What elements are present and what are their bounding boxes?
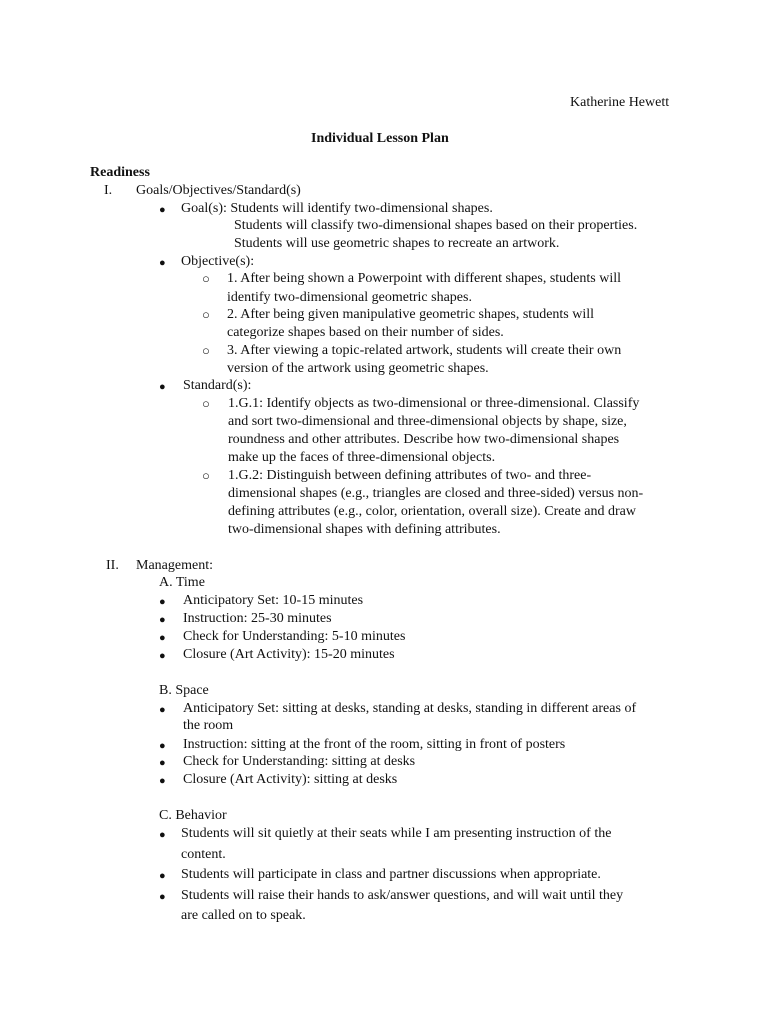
objective-line: categorize shapes based on their number of sides. (227, 325, 504, 340)
bullet-icon: ● (159, 632, 166, 644)
readiness-heading: Readiness (90, 165, 150, 180)
time-item: Check for Understanding: 5-10 minutes (183, 629, 406, 644)
bullet-icon: ● (159, 596, 166, 608)
time-item: Instruction: 25-30 minutes (183, 611, 332, 626)
hollow-bullet-icon: ○ (202, 307, 210, 322)
behavior-item: Students will raise their hands to ask/answer questions, and will wait until they (181, 888, 624, 903)
standards-heading: Standard(s): (183, 378, 252, 393)
objective-line: identify two-dimensional geometric shapes. (227, 290, 472, 305)
standard-line: 1.G.1: Identify objects as two-dimensional or three-dimensional. Classify (228, 396, 640, 411)
bullet-icon: ● (159, 204, 166, 216)
behavior-item: Students will sit quietly at their seats while I am presenting instruction of the (181, 826, 612, 841)
behavior-item: Students will participate in class and partner discussions when appropriate. (181, 867, 601, 882)
standard-line: and sort two-dimensional and three-dimensional objects by shape, size, (228, 414, 627, 429)
goal-line: Students will use geometric shapes to recreate an artwork. (234, 236, 560, 251)
objective-line: 1. After being shown a Powerpoint with different shapes, students will (227, 271, 622, 286)
space-subheading: B. Space (159, 683, 209, 698)
standard-line: defining attributes (e.g., color, orientation, overall size). Create and draw (228, 504, 637, 519)
behavior-subheading: C. Behavior (159, 808, 227, 823)
bullet-icon: ● (159, 891, 166, 903)
goals-objectives-heading: Goals/Objectives/Standard(s) (136, 183, 301, 198)
bullet-icon: ● (159, 704, 166, 716)
bullet-icon: ● (159, 740, 166, 752)
space-item: Instruction: sitting at the front of the room, sitting in front of posters (183, 737, 566, 752)
bullet-icon: ● (159, 381, 166, 393)
space-item: the room (183, 718, 234, 733)
standard-line: 1.G.2: Distinguish between defining attributes of two- and three- (228, 468, 592, 483)
goal-line: Goal(s): Students will identify two-dimensional shapes. (181, 201, 493, 216)
time-subheading: A. Time (159, 575, 205, 590)
standard-line: dimensional shapes (e.g., triangles are closed and three-sided) versus non- (228, 486, 644, 501)
bullet-icon: ● (159, 775, 166, 787)
management-heading: Management: (136, 558, 213, 573)
bullet-icon: ● (159, 650, 166, 662)
space-item: Check for Understanding: sitting at desks (183, 754, 416, 769)
behavior-item: are called on to speak. (181, 908, 306, 923)
objective-line: 2. After being given manipulative geometric shapes, students will (227, 307, 595, 322)
section-numeral-1: I. (104, 183, 113, 198)
author-name: Katherine Hewett (570, 95, 670, 110)
hollow-bullet-icon: ○ (202, 396, 210, 411)
standard-line: two-dimensional shapes with defining attributes. (228, 522, 501, 537)
page-title: Individual Lesson Plan (311, 131, 449, 146)
bullet-icon: ● (159, 257, 166, 269)
behavior-item: content. (181, 847, 226, 862)
hollow-bullet-icon: ○ (202, 343, 210, 358)
hollow-bullet-icon: ○ (202, 468, 210, 483)
bullet-icon: ● (159, 870, 166, 882)
bullet-icon: ● (159, 757, 166, 769)
objectives-heading: Objective(s): (181, 254, 255, 269)
goal-line: Students will classify two-dimensional shapes based on their properties. (234, 218, 638, 233)
time-item: Anticipatory Set: 10-15 minutes (183, 593, 364, 608)
space-item: Anticipatory Set: sitting at desks, standing at desks, standing in different areas of (183, 701, 637, 716)
objective-line: 3. After viewing a topic-related artwork, students will create their own (227, 343, 622, 358)
standard-line: roundness and other attributes. Describe how two-dimensional shapes (228, 432, 620, 447)
time-item: Closure (Art Activity): 15-20 minutes (183, 647, 395, 662)
section-numeral-2: II. (106, 558, 119, 573)
objective-line: version of the artwork using geometric shapes. (227, 361, 489, 376)
bullet-icon: ● (159, 829, 166, 841)
bullet-icon: ● (159, 614, 166, 626)
space-item: Closure (Art Activity): sitting at desks (183, 772, 398, 787)
hollow-bullet-icon: ○ (202, 271, 210, 286)
standard-line: make up the faces of three-dimensional objects. (228, 450, 496, 465)
